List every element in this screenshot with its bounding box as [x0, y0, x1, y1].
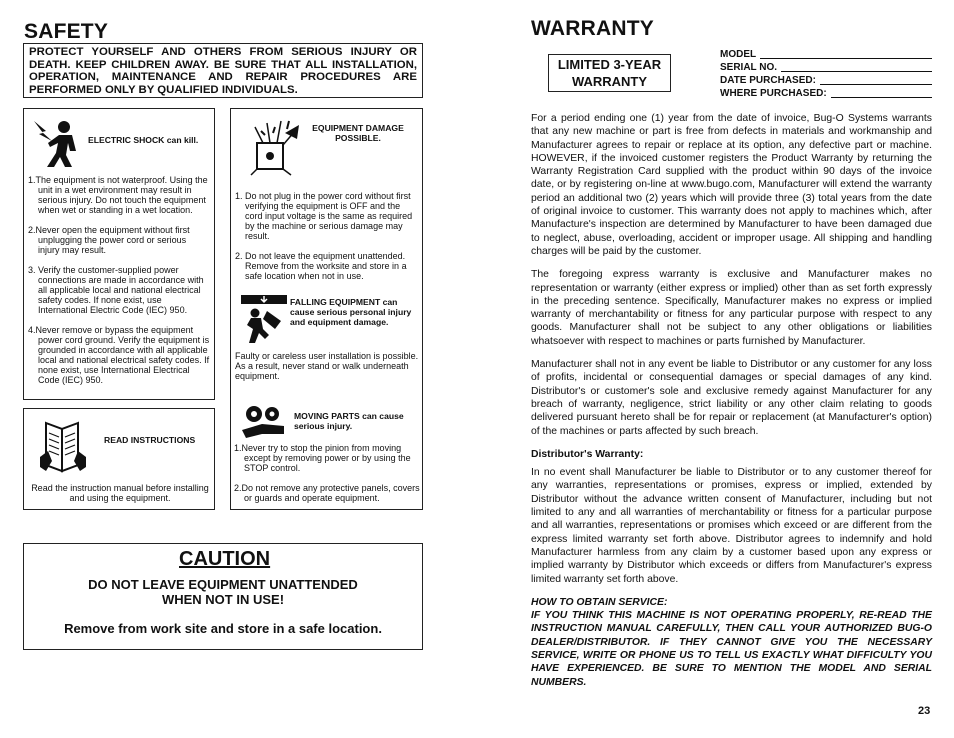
damage-item-2: 2. Do not leave the equipment unattended. Remove from the worksite and store in a safe location when not in use.	[235, 251, 407, 281]
safety-intro-text: PROTECT YOURSELF AND OTHERS FROM SERIOUS INJURY OR DEATH. KEEP CHILDREN AWAY. BE SURE THAT ALL INSTALLATION, OPERATION, MAINTENANCE AND REPAIR PROCEDURES ARE PERFORMED ONLY BY QUALIFIED INDIVIDUALS.	[29, 46, 417, 96]
equipment-damage-list	[235, 191, 420, 281]
read-instructions-text: Read the instruction manual before installing and using the equipment.	[31, 483, 209, 503]
electric-shock-icon	[32, 117, 88, 169]
field-where-purchased: WHERE PURCHASED:	[720, 87, 932, 100]
falling-equipment-heading: FALLING EQUIPMENT can cause serious personal injury and equipment damage.	[290, 297, 412, 327]
shock-item-4: 4.Never remove or bypass the equipment power cord ground. Verify the equipment is grounded in accordance with all applicable local and national electrical safety codes. If none exist, use International Electrical Code (IEC) 950.	[28, 325, 210, 385]
badge-line-2: WARRANTY	[571, 74, 648, 89]
warranty-paragraph-4: In no event shall Manufacturer be liable to Distributor or to any customer thereof for any warranties, representations or promises, express or implied, extended by Distributor without the advance written consent of Manufacturer, including but not limited to any and all warranties of merchantability or fitness for a particular purpose and all warranties, representations or promises which exceed or are different from the express limited warranty set forth above. Distributor agrees to indemnify and hold Manufacturer harmless from any claim by a customer based upon any express or implied warranty by Distributor which exceeds or differs from Manufacturer's express limited warranty set forth above.	[531, 467, 932, 585]
moving-parts-list	[234, 443, 420, 503]
moving-parts-heading: MOVING PARTS can cause serious injury.	[294, 411, 404, 431]
caution-line-3: Remove from work site and store in a safe location.	[64, 621, 382, 636]
read-instructions-heading: READ INSTRUCTIONS	[104, 435, 196, 445]
field-serial: SERIAL NO.	[720, 61, 932, 74]
falling-equipment-icon	[241, 295, 289, 345]
moving-item-2: 2.Do not remove any protective panels, covers or guards and operate equipment.	[234, 483, 420, 503]
field-date-purchased: DATE PURCHASED:	[720, 74, 932, 87]
caution-box	[23, 543, 423, 650]
damage-item-1: 1. Do not plug in the power cord without first verifying the equipment is OFF and the cord input voltage is the same as required by the machine or serious damage may result.	[235, 191, 413, 241]
warranty-body	[531, 112, 932, 689]
read-instructions-panel	[23, 408, 215, 510]
warranty-paragraph-2: The foregoing express warranty is exclusive and Manufacturer makes no representation or warranty (either express or implied) other than as set forth expressly in the preceding sentence. Specifically, Manufacturer makes no express or implied warranty of merchantability or fitness for any particular purpose with respect to any goods. Manufacturer shall not be subject to any other obligations or liabilities whatsoever with respect to machines or parts furnished by Manufacturer.	[531, 269, 932, 347]
warranty-title: WARRANTY	[531, 17, 654, 40]
caution-line-1: DO NOT LEAVE EQUIPMENT UNATTENDED	[88, 577, 358, 592]
warranty-paragraph-1: For a period ending one (1) year from the date of invoice, Bug-O Systems warrants that any new machine or part is free from defects in materials and workmanship and Manufacturer agrees to repair or replace at its option, any defective part or machine. HOWEVER, if the invoiced customer registers the Product Warranty by returning the Warranty Registration Card supplied with the product within 90 days of the invoice date, or by registering on-line at www.bugo.com, Manufacturer will extend the warranty period an additional two (2) years which will provide three (3) total years from the date of original invoice to customer. This warranty does not apply to machines which, after Manufacture's inspection are determined by Manufacturer to have been damaged due to neglect, abuse, overloading, accident or improper usage. All shipping and handling charges will be paid by the customer.	[531, 113, 932, 257]
caution-title: CAUTION	[179, 548, 271, 570]
caution-warning	[24, 577, 422, 607]
field-model: MODEL	[720, 48, 932, 61]
shock-item-3: 3. Verify the customer-supplied power connections are made in accordance with all applicable local and national electrical safety codes. If none exist, use International Electric Code (IEC) 950.	[28, 265, 204, 315]
electric-shock-list	[28, 175, 210, 385]
equipment-damage-icon	[247, 113, 301, 177]
moving-item-1: 1.Never try to stop the pinion from moving except by removing power or by using the STOP control.	[234, 443, 411, 473]
falling-equipment-text: Faulty or careless user installation is possible. As a result, never stand or walk underneath equipment.	[235, 351, 419, 381]
limited-warranty-badge	[548, 54, 671, 92]
electric-shock-heading: ELECTRIC SHOCK can kill.	[88, 135, 199, 145]
distributor-warranty-heading: Distributor's Warranty:	[531, 448, 644, 460]
page-number: 23	[918, 705, 931, 717]
caution-line-2: WHEN NOT IN USE!	[161, 592, 285, 607]
safety-title: SAFETY	[24, 20, 109, 43]
safety-intro-box	[23, 43, 423, 98]
equipment-damage-heading: EQUIPMENT DAMAGE POSSIBLE.	[312, 123, 404, 143]
service-heading: HOW TO OBTAIN SERVICE:	[531, 596, 668, 608]
instruction-manual-icon	[38, 417, 88, 475]
badge-line-1: LIMITED 3-YEAR	[557, 57, 662, 72]
registration-fields	[720, 48, 932, 100]
electric-shock-panel	[23, 108, 215, 400]
shock-item-2: 2.Never open the equipment without first unplugging the power cord or serious injury may result.	[28, 225, 190, 255]
service-text: IF YOU THINK THIS MACHINE IS NOT OPERATING PROPERLY, RE-READ THE INSTRUCTION MANUAL CAREFULLY, THEN CALL YOUR AUTHORIZED BUG-O DEALER/DISTRIBUTOR. IF THEY CANNOT GIVE YOU THE NECESSARY SERVICE, WRITE OR PHONE US TO TELL US EXACTLY WHAT DIFFICULTY YOU HAVE EXPERIENCED. BE SURE TO MENTION THE MODEL AND SERIAL NUMBERS.	[531, 610, 932, 688]
warranty-paragraph-3: Manufacturer shall not in any event be liable to Distributor or any customer for any loss of profits, incidental or consequential damages or special damages of any kind. Distributor's or customer's sole and exclusive remedy against Manufacturer for any breach of warranty, negligence, strict liability or any other claim relating to goods delivered pursuant hereto shall be for repair or replacement (at Manufacturer's option) of the machines or parts affected by such breach.	[531, 359, 932, 437]
moving-parts-icon	[240, 404, 290, 440]
shock-item-1: 1.The equipment is not waterproof. Using the unit in a wet environment may result in serious injury. Do not touch the equipment when wet or standing in a wet location.	[28, 175, 208, 215]
